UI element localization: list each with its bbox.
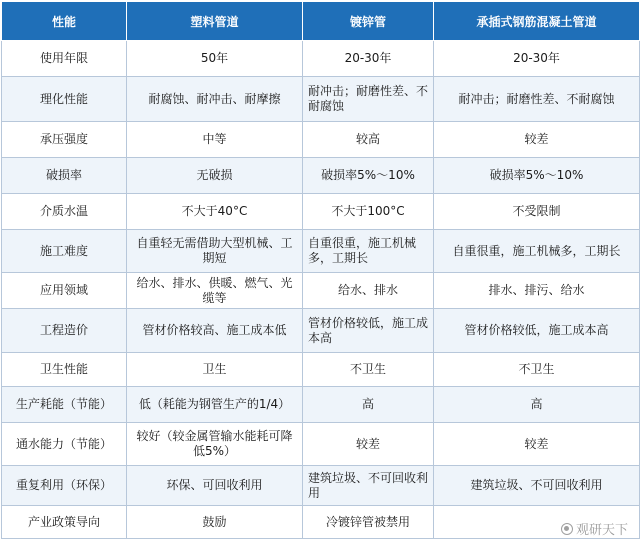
cell-galvanized: 管材价格较低，施工成本高 [303,309,434,353]
table-row [2,387,640,423]
cell-plastic: 不大于40°C [127,194,303,230]
cell-plastic: 50年 [127,41,303,77]
table-row [2,506,640,539]
header-cell-concrete-pipe: 承插式钢筋混凝土管道 [434,2,640,41]
cell-galvanized: 破损率5%～10% [303,158,434,194]
header-row [2,2,640,41]
cell-plastic: 鼓励 [127,506,303,539]
table-row [2,158,640,194]
cell-concrete: 耐冲击；耐磨性差、不耐腐蚀 [434,77,640,122]
cell-concrete: 不受限制 [434,194,640,230]
cell-galvanized: 自重很重，施工机械多，工期长 [303,230,434,273]
cell-plastic: 较好（较金属管输水能耗可降低5%） [127,423,303,466]
cell-plastic: 低（耗能为钢管生产的1/4） [127,387,303,423]
table-row [2,423,640,466]
zhihu-watermark-icon [561,523,573,535]
cell-concrete: 破损率5%～10% [434,158,640,194]
table-row [2,230,640,273]
row-label: 破损率 [2,158,127,194]
cell-plastic: 耐腐蚀、耐冲击、耐摩擦 [127,77,303,122]
cell-plastic: 管材价格较高、施工成本低 [127,309,303,353]
table-row [2,194,640,230]
row-label: 工程造价 [2,309,127,353]
table-row [2,273,640,309]
cell-concrete: 管材价格较低，施工成本高 [434,309,640,353]
cell-concrete: 自重很重，施工机械多，工期长 [434,230,640,273]
row-label: 使用年限 [2,41,127,77]
row-label: 施工难度 [2,230,127,273]
cell-concrete: 高 [434,387,640,423]
row-label: 重复利用（环保） [2,466,127,506]
watermark-text: 观研天下 [575,523,628,538]
cell-galvanized: 不卫生 [303,353,434,387]
cell-plastic: 无破损 [127,158,303,194]
table-row [2,77,640,122]
cell-galvanized: 给水、排水 [303,273,434,309]
row-label: 理化性能 [2,77,127,122]
cell-galvanized: 较高 [303,122,434,158]
cell-galvanized: 较差 [303,423,434,466]
cell-concrete: 建筑垃圾、不可回收利用 [434,466,640,506]
cell-galvanized: 冷镀锌管被禁用 [303,506,434,539]
cell-plastic: 卫生 [127,353,303,387]
comparison-table [1,1,640,539]
row-label: 应用领域 [2,273,127,309]
header-cell-property: 性能 [2,2,127,41]
cell-plastic: 自重轻无需借助大型机械、工期短 [127,230,303,273]
row-label: 产业政策导向 [2,506,127,539]
cell-galvanized: 20-30年 [303,41,434,77]
cell-plastic: 中等 [127,122,303,158]
cell-galvanized: 高 [303,387,434,423]
watermark [559,519,630,538]
row-label: 卫生性能 [2,353,127,387]
row-label: 通水能力（节能） [2,423,127,466]
table-row [2,353,640,387]
cell-galvanized: 耐冲击；耐磨性差、不耐腐蚀 [303,77,434,122]
row-label: 介质水温 [2,194,127,230]
table-row [2,309,640,353]
cell-galvanized: 建筑垃圾、不可回收利用 [303,466,434,506]
header-cell-plastic-pipe: 塑料管道 [127,2,303,41]
cell-concrete: 排水、排污、给水 [434,273,640,309]
cell-galvanized: 不大于100°C [303,194,434,230]
cell-plastic: 环保、可回收利用 [127,466,303,506]
row-label: 承压强度 [2,122,127,158]
cell-concrete: 较差 [434,122,640,158]
cell-concrete: 不卫生 [434,353,640,387]
cell-plastic: 给水、排水、供暖、燃气、光缆等 [127,273,303,309]
table-row [2,122,640,158]
row-label: 生产耗能（节能） [2,387,127,423]
header-cell-galvanized-pipe: 镀锌管 [303,2,434,41]
cell-concrete: 20-30年 [434,41,640,77]
table-row [2,466,640,506]
table-row [2,41,640,77]
cell-concrete: 较差 [434,423,640,466]
